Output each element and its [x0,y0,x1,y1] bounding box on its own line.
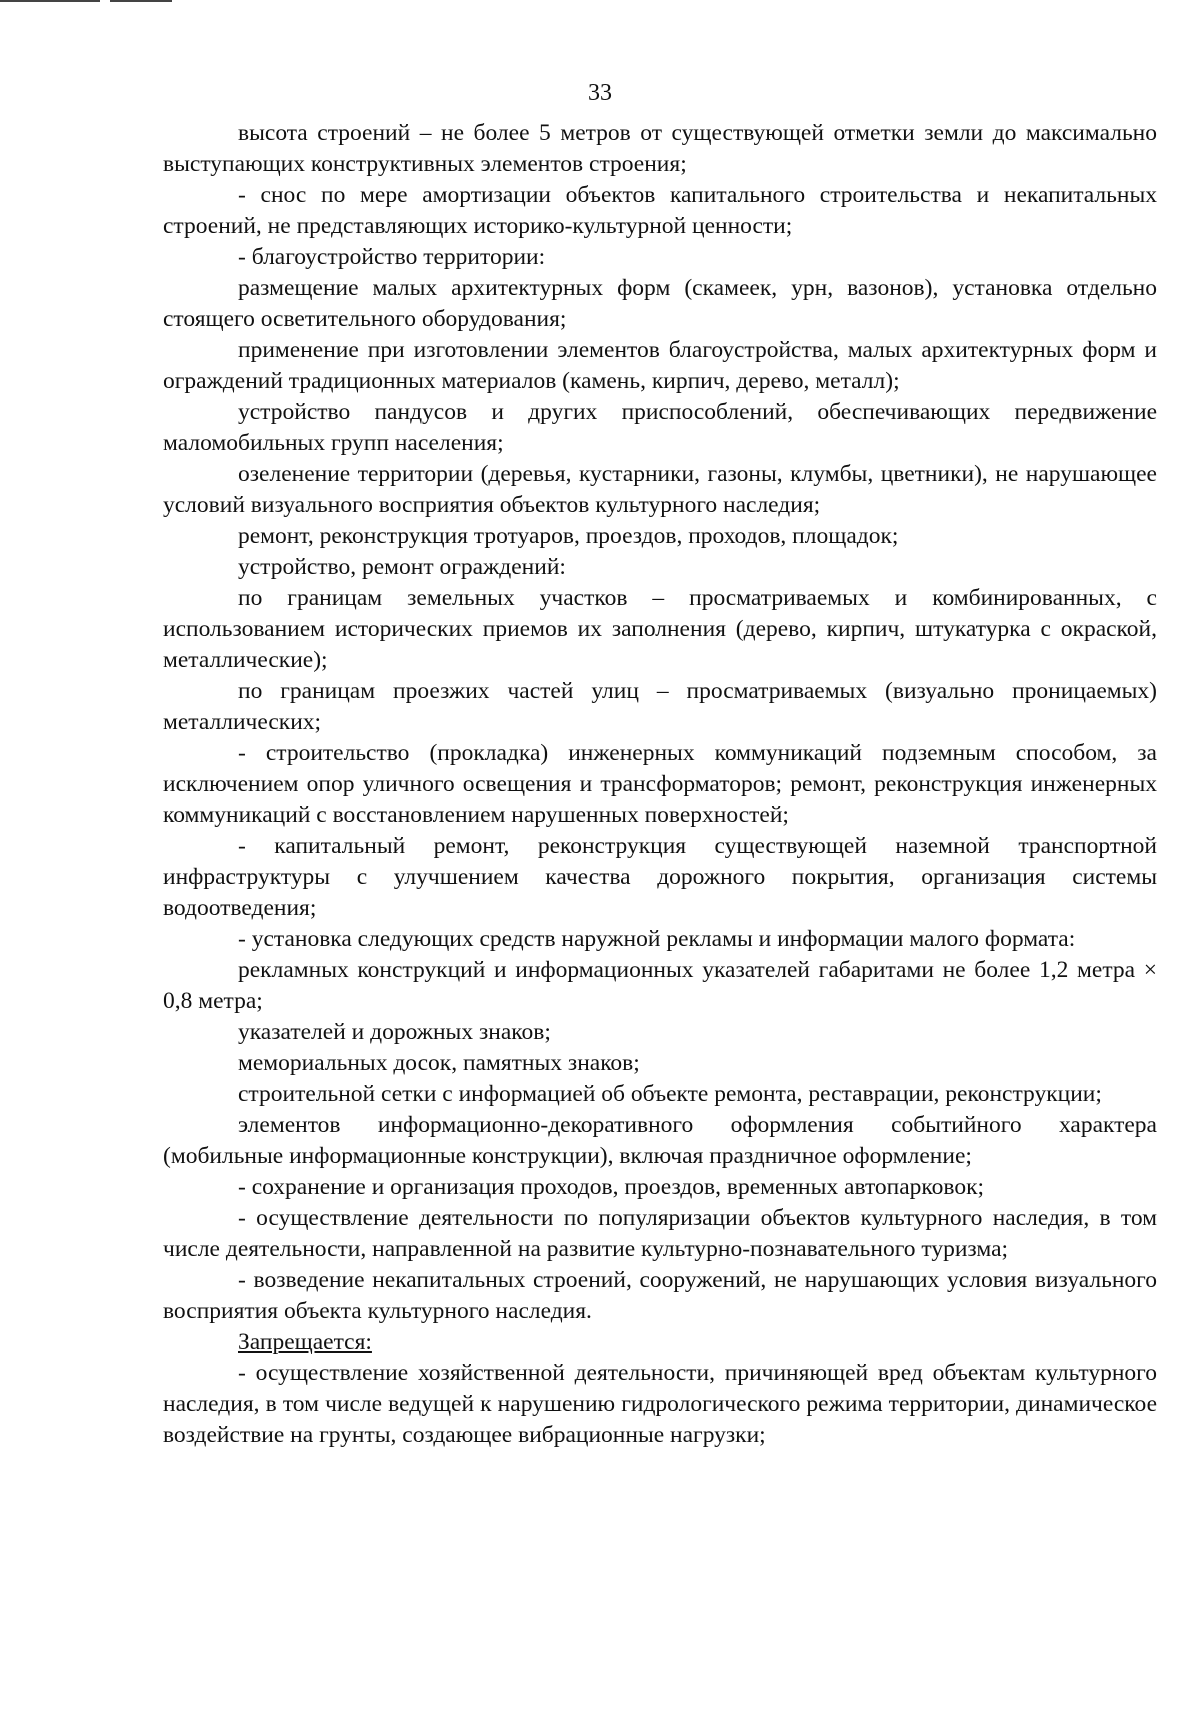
prohibited-heading: Запрещается: [238,1329,372,1355]
paragraph: по границам проезжих частей улиц – просматриваемых (визуально проницаемых) металлических; [163,678,1157,735]
paragraph: элементов информационно-декоративного оформления событийного характера (мобильные информационные конструкции), включая праздничное оформление; [163,1112,1157,1169]
paragraph: размещение малых архитектурных форм (скамеек, урн, вазонов), установка отдельно стоящего осветительного оборудования; [163,275,1157,332]
paragraph: устройство, ремонт ограждений: [238,554,566,580]
paragraph: - сохранение и организация проходов, проездов, временных автопарковок; [238,1174,985,1200]
paragraph: рекламных конструкций и информационных указателей габаритами не более 1,2 метра × 0,8 метра; [163,957,1157,1014]
paragraph: строительной сетки с информацией об объекте ремонта, реставрации, реконструкции; [238,1081,1102,1107]
paragraph: - осуществление хозяйственной деятельности, причиняющей вред объектам культурного наследия, в том числе ведущей к нарушению гидрологического режима территории, динамическое воздействие на грунты, создающее вибрационные нагрузки; [163,1360,1157,1448]
page-number: 33 [588,80,612,106]
document-body [163,118,1157,1451]
scan-edge-line [110,0,172,2]
paragraph: - благоустройство территории: [238,244,546,270]
paragraph: устройство пандусов и других приспособлений, обеспечивающих передвижение маломобильных групп населения; [163,399,1157,456]
paragraph: - установка следующих средств наружной рекламы и информации малого формата: [238,926,1076,952]
paragraph: озеленение территории (деревья, кустарники, газоны, клумбы, цветники), не нарушающее условий визуального восприятия объектов культурного наследия; [163,461,1157,518]
prohibited-heading-paragraph [163,1327,1157,1358]
paragraph: ремонт, реконструкция тротуаров, проездов, проходов, площадок; [238,523,899,549]
paragraph: - строительство (прокладка) инженерных коммуникаций подземным способом, за исключением опор уличного освещения и трансформаторов; ремонт, реконструкция инженерных коммуникаций с восстановлением нарушенных поверхностей; [163,740,1157,828]
paragraph: - осуществление деятельности по популяризации объектов культурного наследия, в том числе деятельности, направленной на развитие культурно-познавательного туризма; [163,1205,1157,1262]
paragraph: - снос по мере амортизации объектов капитального строительства и некапитальных строений, не представляющих историко-культурной ценности; [163,182,1157,239]
paragraph: мемориальных досок, памятных знаков; [238,1050,640,1076]
paragraph: - капитальный ремонт, реконструкция существующей наземной транспортной инфраструктуры с улучшением качества дорожного покрытия, организация системы водоотведения; [163,833,1157,921]
paragraph: - возведение некапитальных строений, сооружений, не нарушающих условия визуального восприятия объекта культурного наследия. [163,1267,1157,1324]
scan-edge-line [0,0,100,2]
paragraph: высота строений – не более 5 метров от существующей отметки земли до максимально выступающих конструктивных элементов строения; [163,120,1157,177]
paragraph: указателей и дорожных знаков; [238,1019,551,1045]
paragraph: применение при изготовлении элементов благоустройства, малых архитектурных форм и ограждений традиционных материалов (камень, кирпич, дерево, металл); [163,337,1157,394]
paragraph: по границам земельных участков – просматриваемых и комбинированных, с использованием исторических приемов их заполнения (дерево, кирпич, штукатурка с окраской, металлические); [163,585,1157,673]
